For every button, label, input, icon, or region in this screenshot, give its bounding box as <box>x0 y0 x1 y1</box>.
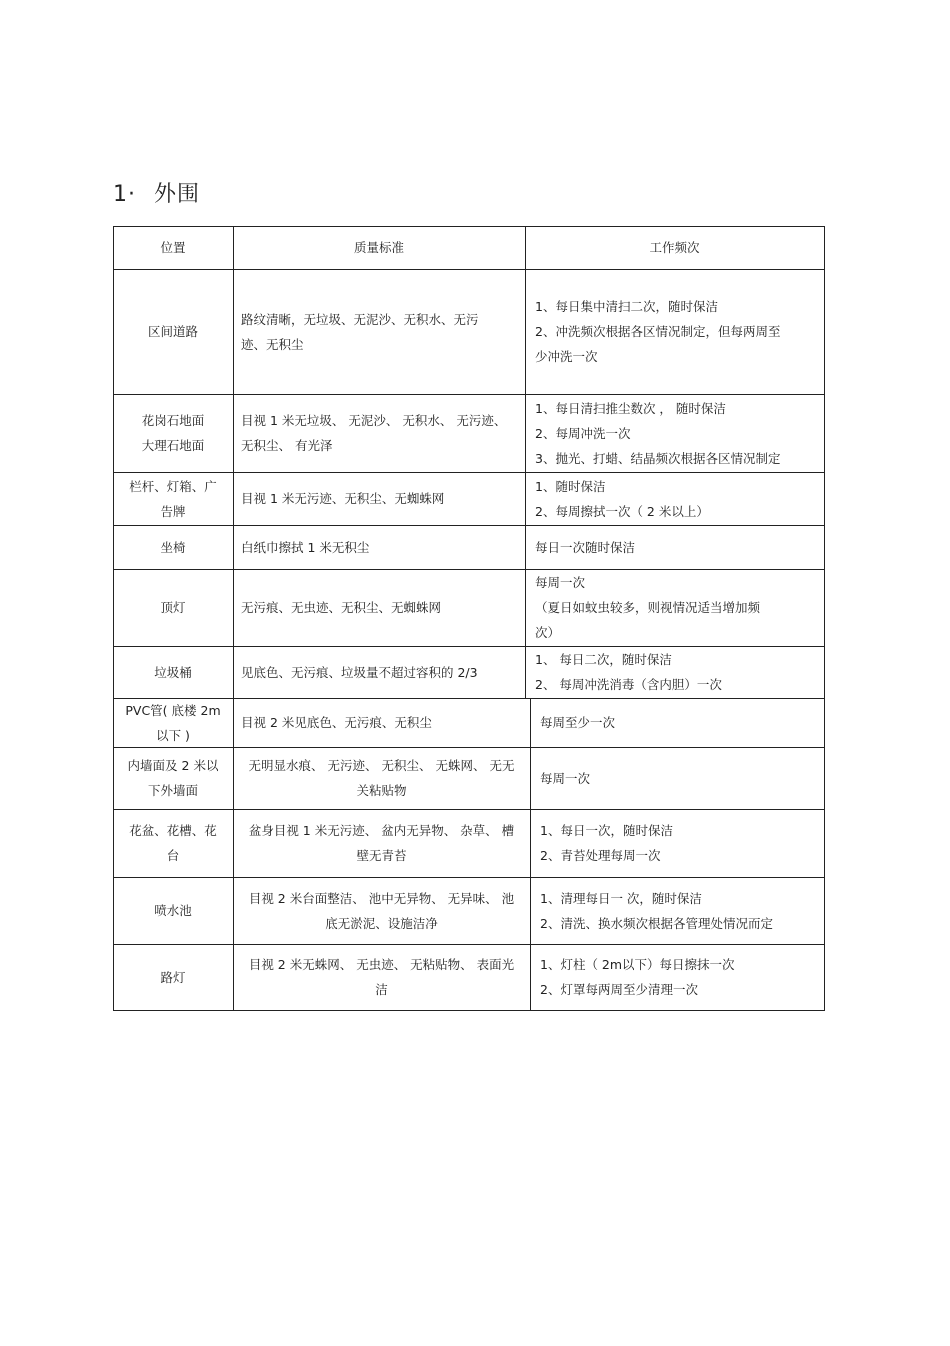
table-cell-standard <box>233 394 525 472</box>
row-divider <box>113 646 825 647</box>
cell-line: 1、随时保洁 <box>535 478 606 494</box>
row-divider <box>113 1010 825 1011</box>
row-divider <box>113 698 825 699</box>
cell-line: 内墙面及 2 米以 <box>127 758 219 773</box>
table-cell-frequency <box>530 809 824 877</box>
header-cell: 工作频次 <box>649 240 700 255</box>
cell-line: 每周一次 <box>535 575 586 590</box>
table-cell-frequency <box>525 525 824 569</box>
section-heading <box>113 177 200 208</box>
cell-line: 每周一次 <box>540 770 591 786</box>
table-cell-standard <box>233 747 530 809</box>
cell-line: PVC管( 底楼 2m <box>125 702 221 718</box>
cell-line: 关粘贴物 <box>356 783 407 798</box>
row-divider <box>113 525 825 526</box>
table-cell-frequency <box>525 569 824 646</box>
cell-line: 以下 ) <box>156 727 190 743</box>
table-cell-location <box>113 877 233 944</box>
cell-line: 下外墙面 <box>147 783 198 798</box>
cell-line: 喷水池 <box>154 903 192 918</box>
column-divider <box>525 226 526 699</box>
table-cell-location <box>113 809 233 877</box>
cell-line: 坐椅 <box>160 539 186 555</box>
cell-line: 1、灯柱（ 2m以下）每日擦抹一次 <box>540 957 735 972</box>
cell-line: （夏日如蚊虫较多，则视情况适当增加频 <box>535 600 761 615</box>
cell-line: 2、 每周冲洗消毒（含内胆）一次 <box>535 677 722 692</box>
table-cell-standard <box>233 525 525 569</box>
cell-line: 3、抛光、打蜡、结晶频次根据各区情况制定 <box>535 450 781 466</box>
table-cell-location <box>113 747 233 809</box>
cell-line: 路灯 <box>160 969 186 985</box>
cell-line: 花岗石地面 <box>141 413 205 428</box>
cell-line: 1、每日集中清扫二次，随时保洁 <box>535 299 718 314</box>
row-divider <box>113 877 825 878</box>
table-cell-location <box>113 698 233 747</box>
section-number: 1· <box>113 182 136 207</box>
cell-line: 目视 1 米无垃圾、 无泥沙、 无积水、 无污迹、 <box>241 413 507 428</box>
table-cell-standard <box>233 569 525 646</box>
table-cell-frequency <box>530 944 824 1010</box>
cell-line: 路纹清晰，无垃圾、无泥沙、无积水、无污 <box>241 311 479 327</box>
cell-line: 每周至少一次 <box>540 715 616 730</box>
row-divider <box>113 226 825 227</box>
table-cell-location <box>113 525 233 569</box>
cell-line: 无明显水痕、 无污迹、 无积尘、 无蛛网、 无无 <box>248 758 515 773</box>
table-cell-standard <box>233 809 530 877</box>
cell-line: 每日一次随时保洁 <box>535 539 636 555</box>
cell-line: 顶灯 <box>160 600 186 615</box>
cell-line: 垃圾桶 <box>154 664 192 680</box>
cell-line: 大理石地面 <box>141 438 205 453</box>
cell-line: 次） <box>535 625 561 640</box>
column-divider <box>233 226 234 1011</box>
column-divider <box>824 226 825 1011</box>
cell-line: 无积尘、 有光泽 <box>241 438 333 453</box>
cell-line: 2、青苔处理每周一次 <box>540 848 661 863</box>
cell-line: 目视 2 米无蛛网、 无虫迹、 无粘贴物、 表面光 <box>248 957 515 972</box>
cell-line: 2、灯罩每两周至少清理一次 <box>540 982 698 997</box>
row-divider <box>113 269 825 270</box>
header-cell: 质量标准 <box>353 240 404 255</box>
cell-line: 洁 <box>375 982 388 997</box>
cell-line: 告牌 <box>160 503 186 519</box>
table-cell-frequency <box>525 472 824 525</box>
cell-line: 1、每日一次，随时保洁 <box>540 823 673 838</box>
cell-line: 2、每周冲洗一次 <box>535 425 631 441</box>
cell-line: 盆身目视 1 米无污迹、 盆内无异物、 杂草、 槽 <box>248 823 515 838</box>
section-title: 外围 <box>154 182 201 207</box>
cell-line: 目视 1 米无污迹、无积尘、无蜘蛛网 <box>241 491 445 506</box>
table-cell-standard <box>233 646 525 698</box>
cell-line: 栏杆、灯箱、广 <box>129 478 217 494</box>
cell-line: 无污痕、无虫迹、无积尘、无蜘蛛网 <box>241 600 442 615</box>
table-cell-standard <box>233 877 530 944</box>
table-cell-location <box>113 269 233 394</box>
cell-line: 1、清理每日一 次，随时保洁 <box>540 890 702 906</box>
table-cell-standard <box>233 472 525 525</box>
row-divider <box>113 747 825 748</box>
cell-line: 目视 2 米见底色、无污痕、无积尘 <box>241 715 432 730</box>
table-cell-location <box>113 569 233 646</box>
table-cell-standard <box>233 944 530 1010</box>
table-cell-frequency <box>525 269 824 394</box>
row-divider <box>113 394 825 395</box>
cell-line: 2、清洗、换水频次根据各管理处情况而定 <box>540 915 773 931</box>
column-divider <box>530 698 531 1011</box>
row-divider <box>113 472 825 473</box>
table-cell-frequency <box>525 646 824 698</box>
cell-line: 少冲洗一次 <box>535 349 598 364</box>
table-cell-location <box>113 472 233 525</box>
cell-line: 2、每周擦拭一次（ 2 米以上） <box>535 503 709 519</box>
cell-line: 1、 每日二次，随时保洁 <box>535 652 672 667</box>
table-cell-location <box>113 394 233 472</box>
table-cell-standard <box>233 269 525 394</box>
cell-line: 底无淤泥、设施洁净 <box>325 915 438 931</box>
header-cell: 位置 <box>160 240 186 255</box>
cell-line: 花盆、花槽、花 <box>129 823 217 838</box>
cell-line: 区间道路 <box>147 324 198 339</box>
cell-line: 1、每日清扫推尘数次 ， 随时保洁 <box>535 400 726 416</box>
table-cell-frequency <box>530 698 824 747</box>
row-divider <box>113 944 825 945</box>
table-cell-location <box>113 646 233 698</box>
cell-line: 迹、无积尘 <box>241 336 304 352</box>
standards-table <box>113 226 824 1010</box>
cell-line: 壁无青苔 <box>356 848 407 863</box>
cell-line: 见底色、无污痕、垃圾量不超过容积的 2/3 <box>241 664 478 680</box>
row-divider <box>113 809 825 810</box>
cell-line: 2、冲洗频次根据各区情况制定，但每两周至 <box>535 324 781 339</box>
cell-line: 目视 2 米台面整洁、 池中无异物、 无异味、 池 <box>248 890 515 906</box>
table-cell-location <box>113 944 233 1010</box>
table-cell-standard <box>233 698 530 747</box>
column-divider <box>113 226 114 1011</box>
table-cell-frequency <box>530 877 824 944</box>
table-cell-frequency <box>530 747 824 809</box>
cell-line: 白纸巾擦拭 1 米无积尘 <box>241 539 370 555</box>
table-cell-frequency <box>525 394 824 472</box>
cell-line: 台 <box>166 848 180 863</box>
row-divider <box>113 569 825 570</box>
